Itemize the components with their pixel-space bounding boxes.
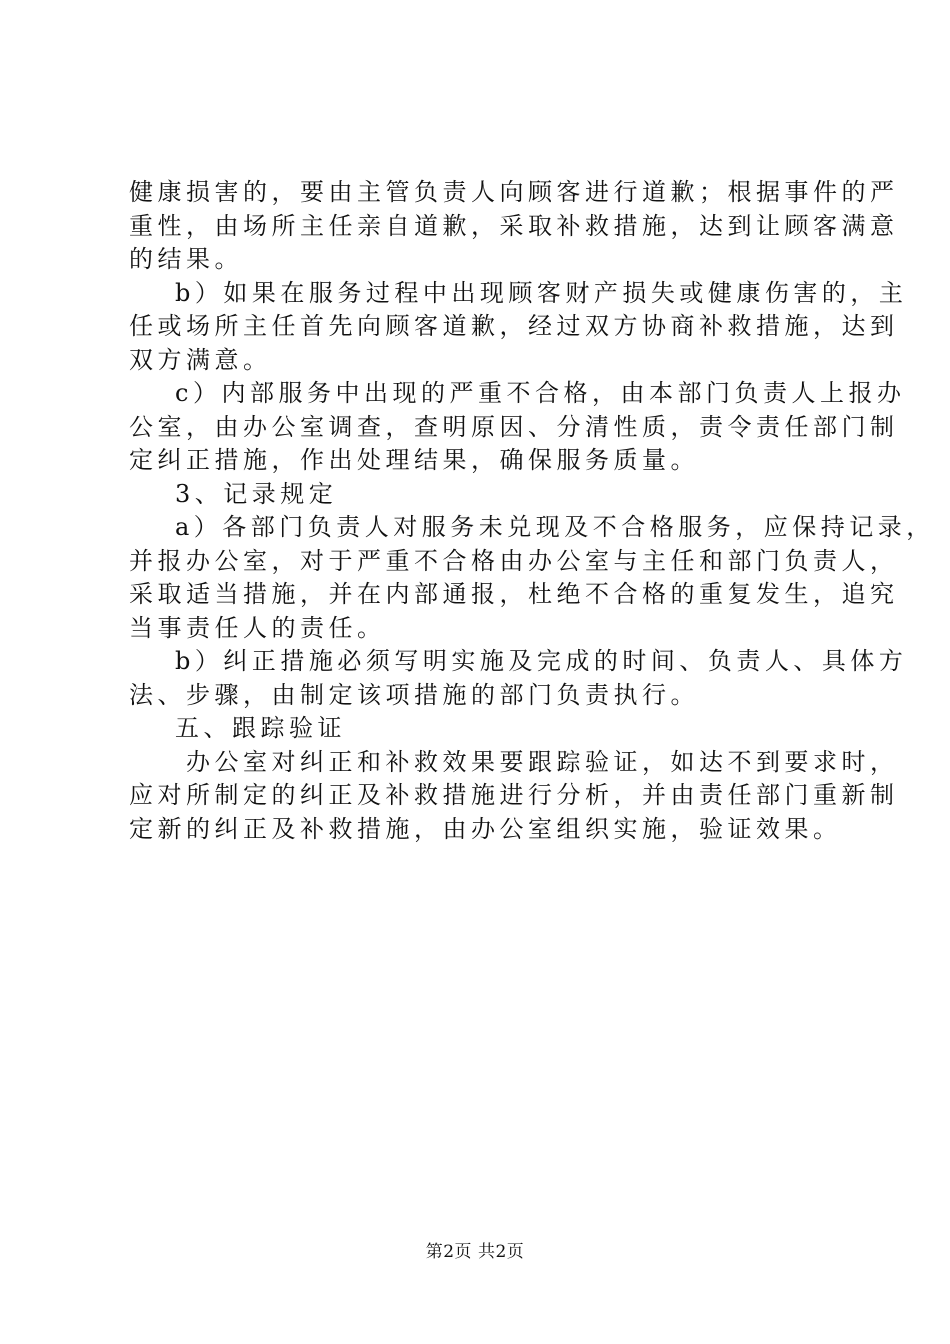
text-line: 应对所制定的纠正及补救措施进行分析，并由责任部门重新制 xyxy=(129,781,899,809)
text-line: 当事责任人的责任。 xyxy=(129,613,386,642)
text-line: 采取适当措施，并在内部通报，杜绝不合格的重复发生，追究 xyxy=(129,580,899,608)
text-line: 并报办公室，对于严重不合格由办公室与主任和部门负责人， xyxy=(129,546,899,575)
text-line: 健康损害的，要由主管负责人向顾客进行道歉；根据事件的严 xyxy=(129,178,899,206)
paragraph-verification-line: 办公室对纠正和补救效果要跟踪验证，如达不到要求时， xyxy=(186,747,899,776)
text-line: 的结果。 xyxy=(129,245,243,273)
text-line: 重性，由场所主任亲自道歉，采取补救措施，达到让顾客满意 xyxy=(129,211,899,240)
text-line: 法、步骤，由制定该项措施的部门负责执行。 xyxy=(129,680,699,709)
text-line: 任或场所主任首先向顾客道歉，经过双方协商补救措施，达到 xyxy=(129,312,899,340)
section-heading-records: 3、记录规定 xyxy=(175,479,338,508)
paragraph-b-line: b）纠正措施必须写明实施及完成的时间、负责人、具体方 xyxy=(175,647,908,675)
text-line: 定新的纠正及补救措施，由办公室组织实施，验证效果。 xyxy=(129,814,842,843)
paragraph-c-line: c）内部服务中出现的严重不合格，由本部门负责人上报办 xyxy=(175,379,906,407)
page-number-footer: 第2页 共2页 xyxy=(425,1242,525,1262)
document-body xyxy=(129,176,935,846)
paragraph-b-line: b）如果在服务过程中出现顾客财产损失或健康伤害的，主 xyxy=(175,278,908,307)
text-line: 双方满意。 xyxy=(129,345,272,374)
paragraph-a-line: a）各部门负责人对服务未兑现及不合格服务，应保持记录， xyxy=(175,513,935,541)
section-heading-verification: 五、跟踪验证 xyxy=(175,714,346,742)
text-line: 公室，由办公室调查，查明原因、分清性质，责令责任部门制 xyxy=(129,412,899,441)
text-line: 定纠正措施，作出处理结果，确保服务质量。 xyxy=(129,446,699,474)
